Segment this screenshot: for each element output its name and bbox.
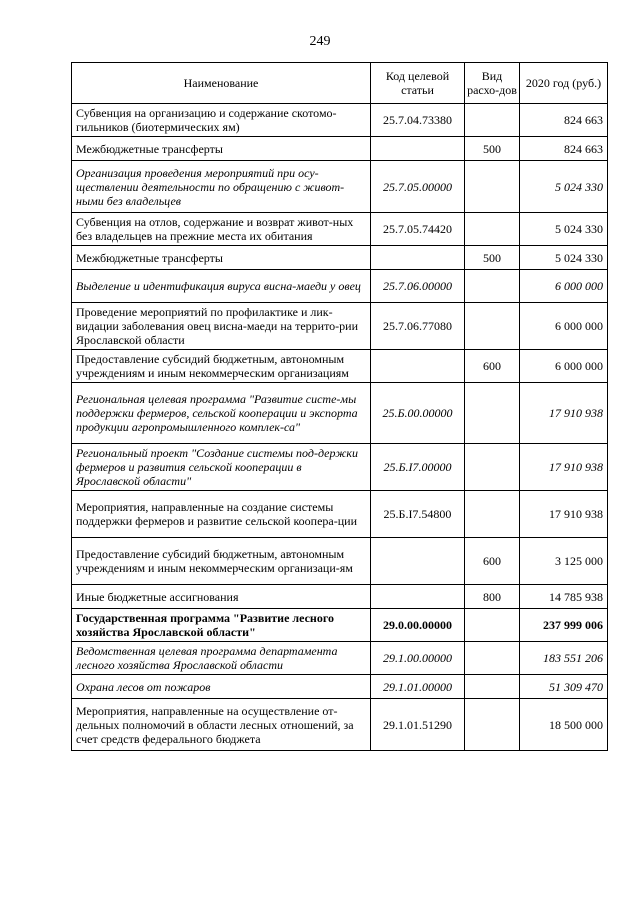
row-expense-type <box>465 675 520 699</box>
table-row <box>72 609 608 642</box>
table-row <box>72 444 608 491</box>
row-amount: 18 500 000 <box>520 699 608 751</box>
header-code: Код целевой статьи <box>371 63 465 104</box>
row-target-code: 25.7.06.77080 <box>371 303 465 350</box>
row-amount: 5 024 330 <box>520 161 608 213</box>
row-name: Охрана лесов от пожаров <box>72 675 371 699</box>
table-row <box>72 699 608 751</box>
row-expense-type <box>465 161 520 213</box>
table-row <box>72 246 608 270</box>
table-row <box>72 538 608 585</box>
table-row <box>72 303 608 350</box>
table-body <box>72 104 608 751</box>
row-amount: 51 309 470 <box>520 675 608 699</box>
row-expense-type: 600 <box>465 538 520 585</box>
row-amount: 824 663 <box>520 104 608 137</box>
row-expense-type: 500 <box>465 137 520 161</box>
table-row <box>72 383 608 444</box>
table-row <box>72 585 608 609</box>
row-name: Ведомственная целевая программа департамента лесного хозяйства Ярославской области <box>72 642 371 675</box>
table-row <box>72 213 608 246</box>
row-target-code <box>371 350 465 383</box>
row-expense-type <box>465 213 520 246</box>
row-expense-type <box>465 491 520 538</box>
row-expense-type <box>465 104 520 137</box>
table-row <box>72 675 608 699</box>
row-name: Государственная программа "Развитие лесного хозяйства Ярославской области" <box>72 609 371 642</box>
row-target-code <box>371 246 465 270</box>
row-target-code <box>371 585 465 609</box>
header-name: Наименование <box>72 63 371 104</box>
row-target-code: 25.Б.00.00000 <box>371 383 465 444</box>
row-amount: 6 000 000 <box>520 350 608 383</box>
table-row <box>72 350 608 383</box>
row-name: Мероприятия, направленные на создание системы поддержки фермеров и развитие сельской коопера-ции <box>72 491 371 538</box>
table-header-row <box>72 63 608 104</box>
row-expense-type <box>465 609 520 642</box>
row-amount: 6 000 000 <box>520 303 608 350</box>
row-amount: 237 999 006 <box>520 609 608 642</box>
table-row <box>72 270 608 303</box>
page-number: 249 <box>309 34 331 49</box>
row-target-code: 25.Б.I7.00000 <box>371 444 465 491</box>
row-target-code: 29.1.01.00000 <box>371 675 465 699</box>
row-name: Региональная целевая программа "Развитие систе-мы поддержки фермеров, сельской кооперации и экспорта продукции агропромышленного комплек-са" <box>72 383 371 444</box>
header-expense-type: Вид расхо-дов <box>465 63 520 104</box>
row-name: Выделение и идентификация вируса висна-маеди у овец <box>72 270 371 303</box>
table-row <box>72 491 608 538</box>
row-amount: 824 663 <box>520 137 608 161</box>
row-name: Региональный проект "Создание системы под-держки фермеров и развития сельской кооперации в Ярославской области" <box>72 444 371 491</box>
row-target-code: 25.7.06.00000 <box>371 270 465 303</box>
row-expense-type <box>465 444 520 491</box>
row-name: Межбюджетные трансферты <box>72 137 371 161</box>
row-target-code <box>371 137 465 161</box>
row-amount: 6 000 000 <box>520 270 608 303</box>
table-row <box>72 161 608 213</box>
row-amount: 5 024 330 <box>520 246 608 270</box>
row-expense-type <box>465 383 520 444</box>
row-target-code: 25.Б.I7.54800 <box>371 491 465 538</box>
row-expense-type: 500 <box>465 246 520 270</box>
row-amount: 14 785 938 <box>520 585 608 609</box>
row-expense-type <box>465 270 520 303</box>
row-amount: 3 125 000 <box>520 538 608 585</box>
row-target-code: 29.0.00.00000 <box>371 609 465 642</box>
table-row <box>72 642 608 675</box>
row-amount: 183 551 206 <box>520 642 608 675</box>
row-expense-type: 800 <box>465 585 520 609</box>
row-expense-type <box>465 303 520 350</box>
row-name: Организация проведения мероприятий при осу-ществлении деятельности по обращению с живот-ными без владельцев <box>72 161 371 213</box>
row-name: Межбюджетные трансферты <box>72 246 371 270</box>
row-name: Мероприятия, направленные на осуществление от-дельных полномочий в области лесных отношений, за счет средств федерального бюджета <box>72 699 371 751</box>
row-name: Предоставление субсидий бюджетным, автономным учреждениям и иным некоммерческим организациям <box>72 350 371 383</box>
row-name: Предоставление субсидий бюджетным, автономным учреждениям и иным некоммерческим организаци-ям <box>72 538 371 585</box>
row-name: Проведение мероприятий по профилактике и лик-видации заболевания овец висна-маеди на террито-рии Ярославской области <box>72 303 371 350</box>
row-expense-type: 600 <box>465 350 520 383</box>
row-name: Субвенция на отлов, содержание и возврат живот-ных без владельцев на прежние места их обитания <box>72 213 371 246</box>
row-name: Субвенция на организацию и содержание скотомо-гильников (биотермических ям) <box>72 104 371 137</box>
row-amount: 17 910 938 <box>520 444 608 491</box>
table-row <box>72 137 608 161</box>
row-target-code: 25.7.05.74420 <box>371 213 465 246</box>
row-target-code: 25.7.04.73380 <box>371 104 465 137</box>
row-expense-type <box>465 699 520 751</box>
budget-table <box>71 62 608 751</box>
row-name: Иные бюджетные ассигнования <box>72 585 371 609</box>
table-row <box>72 104 608 137</box>
row-expense-type <box>465 642 520 675</box>
row-target-code: 29.1.01.51290 <box>371 699 465 751</box>
row-target-code: 29.1.00.00000 <box>371 642 465 675</box>
header-amount: 2020 год (руб.) <box>520 63 608 104</box>
row-amount: 17 910 938 <box>520 491 608 538</box>
row-target-code <box>371 538 465 585</box>
row-amount: 5 024 330 <box>520 213 608 246</box>
row-target-code: 25.7.05.00000 <box>371 161 465 213</box>
row-amount: 17 910 938 <box>520 383 608 444</box>
